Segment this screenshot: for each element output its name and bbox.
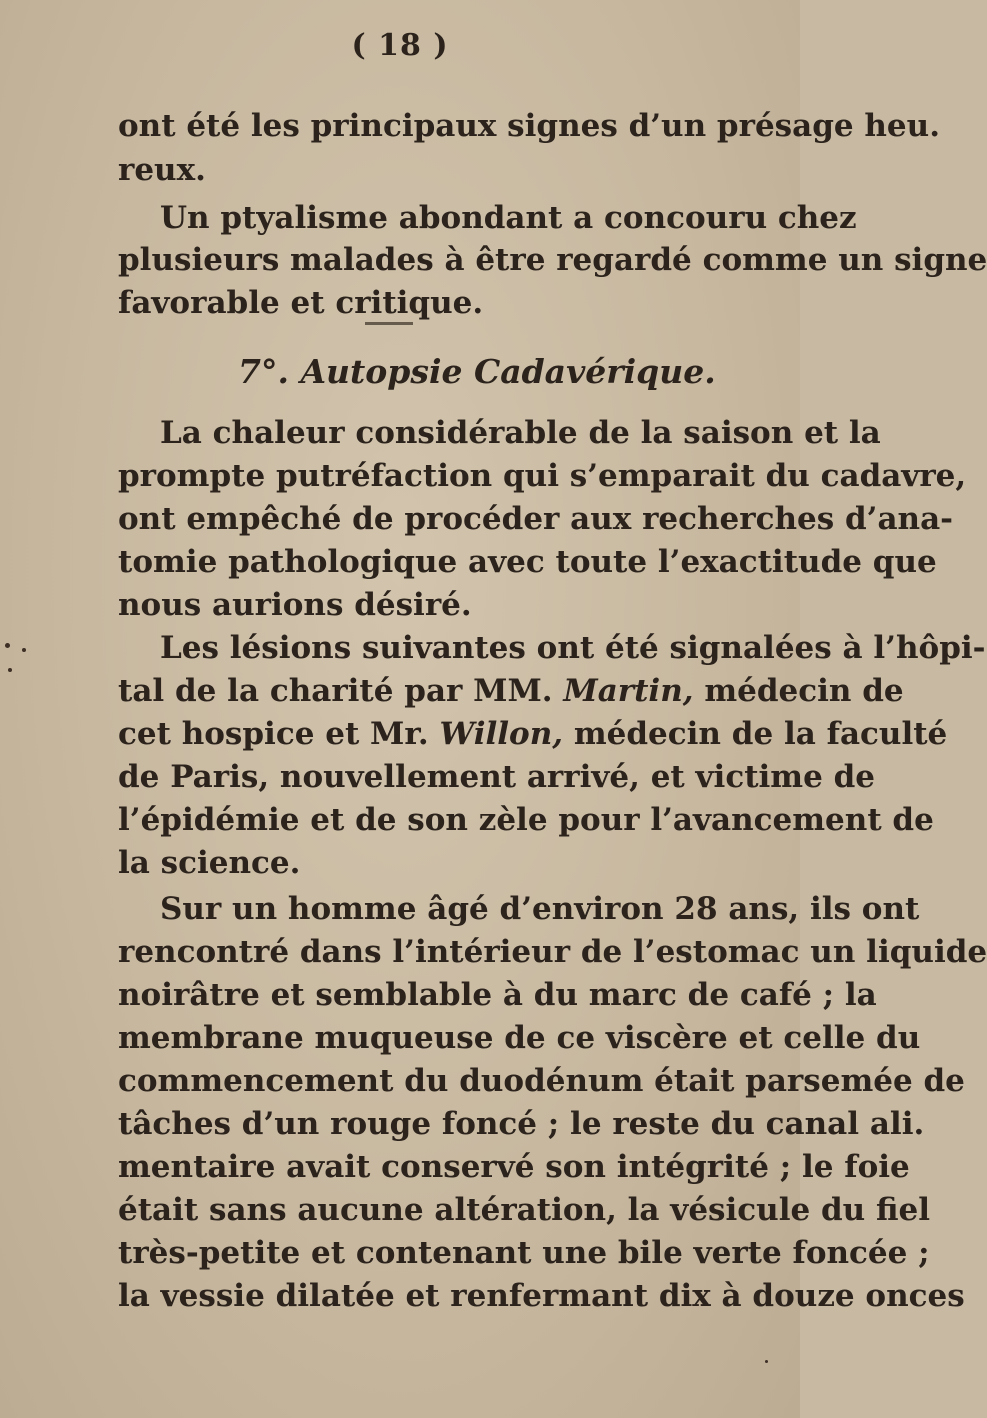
text-line: tomie pathologique avec toute l’exactitude que <box>118 544 937 580</box>
text-line: mentaire avait conservé son intégrité ; le foie <box>118 1149 910 1185</box>
text-line <box>118 714 948 754</box>
text-line: prompte putréfaction qui s’emparait du cadavre, <box>118 458 967 494</box>
section-divider <box>365 322 413 325</box>
text-line: Les lésions suivantes ont été signalées à l’hôpi- <box>160 630 986 666</box>
text-line: La chaleur considérable de la saison et la <box>160 415 881 451</box>
paper-speck <box>22 648 26 652</box>
text-line: nous aurions désiré. <box>118 587 472 623</box>
text-line: reux. <box>118 152 206 188</box>
text-line: était sans aucune altération, la vésicule du fiel <box>118 1192 931 1228</box>
person-name-willon: Willon, <box>439 716 564 752</box>
paper-speck <box>8 668 12 672</box>
text-line: la vessie dilatée et renfermant dix à douze onces <box>118 1278 965 1314</box>
text-span: cet hospice et Mr. <box>118 716 429 752</box>
text-line: commencement du duodénum était parsemée de <box>118 1063 965 1099</box>
text-line: noirâtre et semblable à du marc de café ; la <box>118 977 877 1013</box>
paper-speck <box>765 1360 768 1363</box>
text-line: Un ptyalisme abondant a concouru chez <box>160 200 857 236</box>
text-span: tal de la charité par MM. <box>118 673 553 709</box>
text-line: membrane muqueuse de ce viscère et celle du <box>118 1020 921 1056</box>
text-line: rencontré dans l’intérieur de l’estomac un liquide <box>118 934 987 970</box>
paper-speck <box>5 643 10 648</box>
text-line: l’épidémie et de son zèle pour l’avancement de <box>118 802 934 838</box>
text-span: médecin de <box>704 673 904 709</box>
text-line: ont empêché de procéder aux recherches d’ana- <box>118 501 954 537</box>
text-line: la science. <box>118 845 301 881</box>
text-line: ont été les principaux signes d’un présage heu. <box>118 108 940 144</box>
text-span: médecin de la faculté <box>573 716 948 752</box>
text-line: plusieurs malades à être regardé comme un signe <box>118 242 987 278</box>
text-line <box>118 671 904 711</box>
text-line: Sur un homme âgé d’environ 28 ans, ils ont <box>160 891 920 927</box>
person-name-martin: Martin, <box>563 673 694 709</box>
page-number: ( 18 ) <box>351 28 449 63</box>
text-line: favorable et critique. <box>118 285 484 321</box>
text-line: tâches d’un rouge foncé ; le reste du canal ali. <box>118 1106 925 1142</box>
section-heading: 7°. Autopsie Cadavérique. <box>238 352 716 391</box>
text-line: très-petite et contenant une bile verte foncée ; <box>118 1235 930 1271</box>
text-line: de Paris, nouvellement arrivé, et victime de <box>118 759 876 795</box>
